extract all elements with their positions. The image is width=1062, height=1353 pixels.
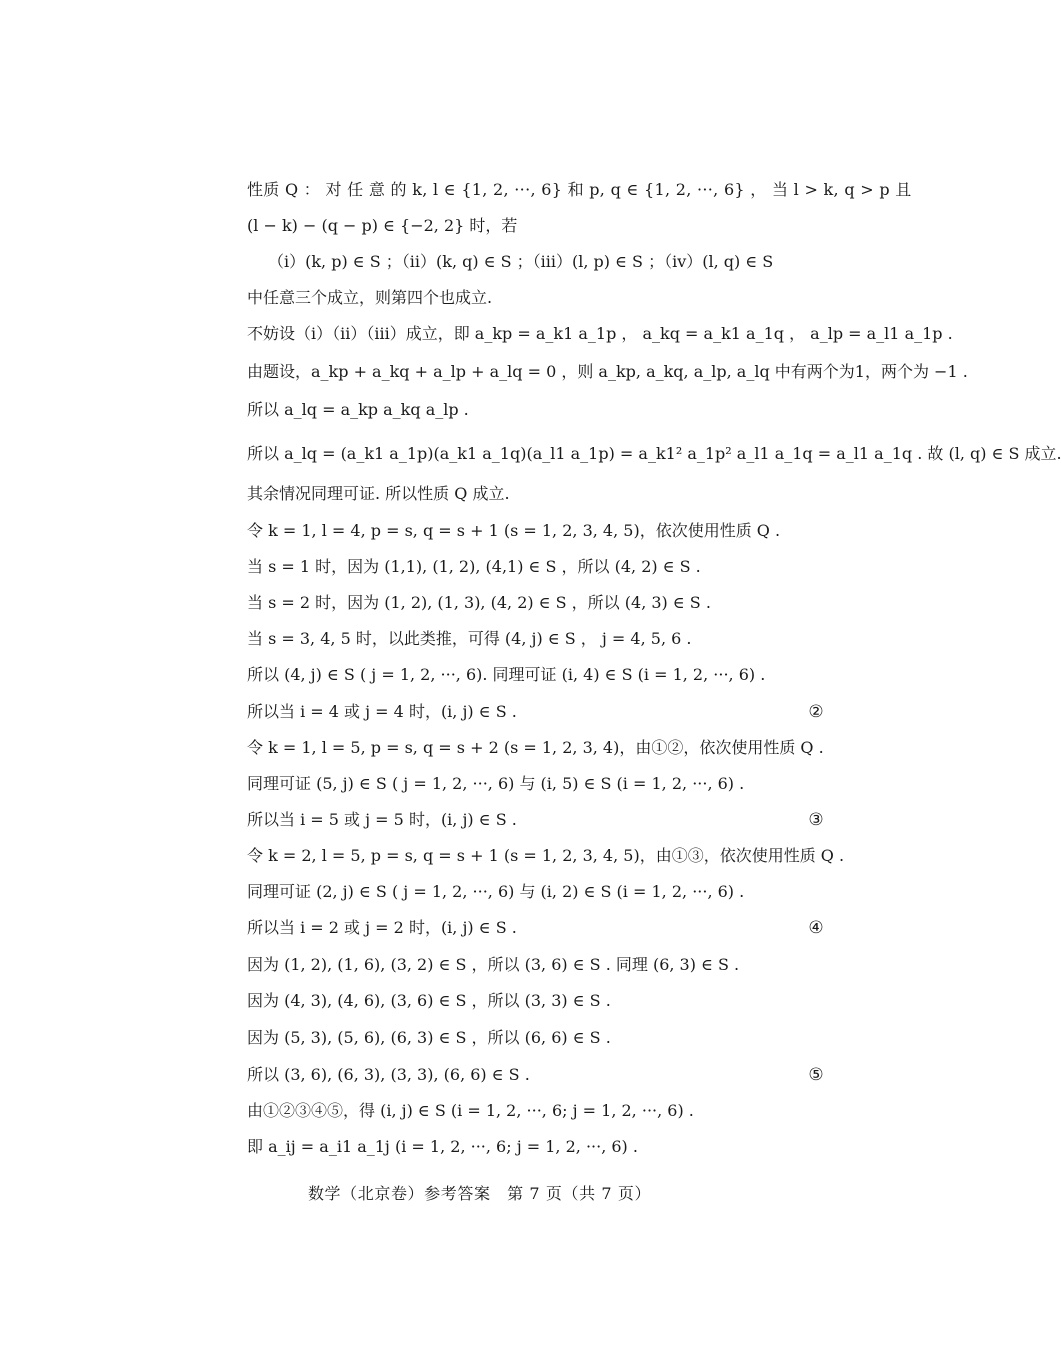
text-line-23: 因为 (4, 3), (4, 6), (3, 6) ∈ S ，所以 (3, 3) ∈ S . bbox=[247, 991, 611, 1010]
text-line-6: 由题设，a_kp + a_kq + a_lp + a_lq = 0 ，则 a_kp, a_kq, a_lp, a_lq 中有两个为1，两个为 −1 . bbox=[247, 362, 968, 381]
text-line-27: 即 a_ij = a_i1 a_1j (i = 1, 2, ···, 6; j = 1, 2, ···, 6) . bbox=[247, 1137, 638, 1156]
text-line-2: (l − k) − (q − p) ∈ {−2, 2} 时，若 bbox=[247, 216, 518, 235]
text-line-19: 令 k = 2, l = 5, p = s, q = s + 1 (s = 1, 2, 3, 4, 5)，由①③，依次使用性质 Q . bbox=[247, 846, 845, 865]
text-line-13: 当 s = 3, 4, 5 时，以此类推，可得 (4, j) ∈ S ， j = 4, 5, 6 . bbox=[247, 629, 692, 648]
text-line-16: 令 k = 1, l = 5, p = s, q = s + 2 (s = 1, 2, 3, 4)，由①②，依次使用性质 Q . bbox=[247, 738, 824, 757]
text-line-8: 所以 a_lq = (a_k1 a_1p)(a_k1 a_1q)(a_l1 a_1p) = a_k1² a_1p² a_l1 a_1q = a_l1 a_1q . 故 (l, q) ∈ S 成立. bbox=[247, 444, 1062, 463]
text-line-9: 其余情况同理可证. 所以性质 Q 成立. bbox=[247, 484, 510, 503]
text-line-1: 性质 Q ： 对 任 意 的 k, l ∈ {1, 2, ···, 6} 和 p, q ∈ {1, 2, ···, 6} ， 当 l > k, q > p 且 bbox=[247, 180, 912, 199]
equation-marker-2: ② bbox=[808, 702, 824, 722]
text-line-12: 当 s = 2 时，因为 (1, 2), (1, 3), (4, 2) ∈ S ，所以 (4, 3) ∈ S . bbox=[247, 593, 711, 612]
text-line-4: 中任意三个成立，则第四个也成立. bbox=[247, 288, 493, 307]
text-line-25: 所以 (3, 6), (6, 3), (3, 3), (6, 6) ∈ S . bbox=[247, 1065, 530, 1084]
equation-marker-4: ④ bbox=[808, 918, 824, 938]
page-footer: 数学（北京卷）参考答案 第 7 页（共 7 页） bbox=[307, 1184, 652, 1203]
text-line-18: 所以当 i = 5 或 j = 5 时，(i, j) ∈ S . bbox=[247, 810, 517, 829]
text-line-3: （ⅰ）(k, p) ∈ S ；（ⅱ）(k, q) ∈ S ；（ⅲ）(l, p) ∈ S ；（ⅳ）(l, q) ∈ S bbox=[268, 252, 774, 271]
text-line-10: 令 k = 1, l = 4, p = s, q = s + 1 (s = 1, 2, 3, 4, 5)，依次使用性质 Q . bbox=[247, 521, 781, 540]
equation-marker-5: ⑤ bbox=[808, 1065, 824, 1085]
text-line-14: 所以 (4, j) ∈ S ( j = 1, 2, ···, 6). 同理可证 (i, 4) ∈ S (i = 1, 2, ···, 6) . bbox=[247, 665, 766, 684]
text-line-11: 当 s = 1 时，因为 (1,1), (1, 2), (4,1) ∈ S ，所以 (4, 2) ∈ S . bbox=[247, 557, 701, 576]
text-line-17: 同理可证 (5, j) ∈ S ( j = 1, 2, ···, 6) 与 (i, 5) ∈ S (i = 1, 2, ···, 6) . bbox=[247, 774, 745, 793]
text-line-24: 因为 (5, 3), (5, 6), (6, 3) ∈ S ，所以 (6, 6) ∈ S . bbox=[247, 1028, 611, 1047]
text-line-22: 因为 (1, 2), (1, 6), (3, 2) ∈ S ，所以 (3, 6) ∈ S . 同理 (6, 3) ∈ S . bbox=[247, 955, 740, 974]
text-line-26: 由①②③④⑤，得 (i, j) ∈ S (i = 1, 2, ···, 6; j = 1, 2, ···, 6) . bbox=[247, 1101, 694, 1120]
equation-marker-3: ③ bbox=[808, 810, 824, 830]
text-line-21: 所以当 i = 2 或 j = 2 时，(i, j) ∈ S . bbox=[247, 918, 517, 937]
text-line-5: 不妨设（ⅰ）（ⅱ）（ⅲ）成立，即 a_kp = a_k1 a_1p ， a_kq = a_k1 a_1q ， a_lp = a_l1 a_1p . bbox=[247, 324, 953, 343]
text-line-15: 所以当 i = 4 或 j = 4 时，(i, j) ∈ S . bbox=[247, 702, 517, 721]
text-line-20: 同理可证 (2, j) ∈ S ( j = 1, 2, ···, 6) 与 (i, 2) ∈ S (i = 1, 2, ···, 6) . bbox=[247, 882, 745, 901]
text-line-7: 所以 a_lq = a_kp a_kq a_lp . bbox=[247, 400, 469, 419]
